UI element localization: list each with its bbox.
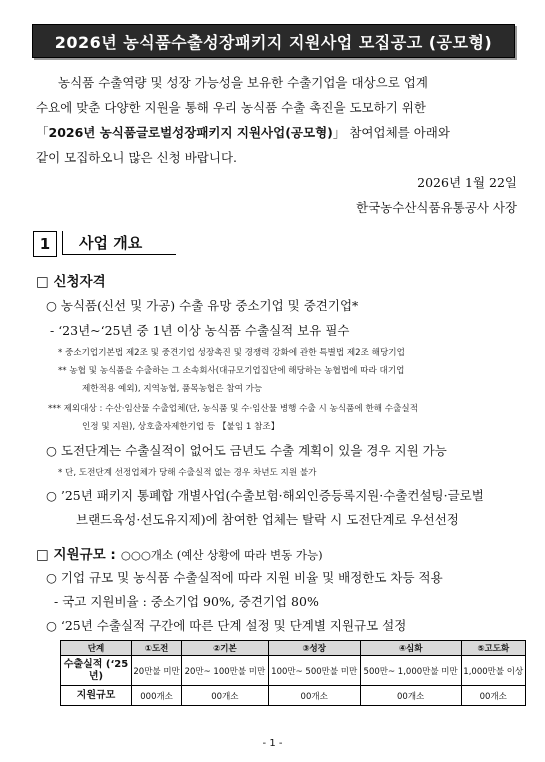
page-number: - 1 - (262, 738, 283, 749)
scale-heading: □ 지원규모 : (36, 547, 116, 563)
table-row (61, 686, 526, 706)
eligibility-item-1-sub: - ‘23년~‘25년 중 1년 이상 농식품 수출실적 보유 필수 (50, 323, 350, 338)
table-header: ①도전 (132, 641, 182, 656)
intro-line-3-rest: 」 참여업체를 아래와 (332, 125, 450, 140)
eligibility-note-1: * 중소기업기본법 제2조 및 중견기업 성장촉진 및 경쟁력 강화에 관한 특별법 제2조 해당기업 (58, 348, 405, 358)
intro-line-2: 수요에 맞춘 다양한 지원을 통해 우리 농식품 수출 촉진을 도모하기 위한 (36, 100, 426, 115)
row-label-scale: 지원규모 (61, 686, 132, 706)
table-header-row (61, 641, 526, 656)
table-header: 단계 (61, 641, 132, 656)
page-title: 2026년 농식품수출성장패키지 지원사업 모집공고 (공모형) (32, 24, 515, 58)
table-row (61, 656, 526, 686)
intro-line-4: 같이 모집하오니 많은 신청 바랍니다. (36, 150, 237, 165)
table-header: ②기본 (182, 641, 268, 656)
table-cell: 00개소 (268, 686, 360, 706)
eligibility-note-2b: 제한적용 예외), 지역농협, 품목농협은 참여 가능 (82, 384, 263, 394)
scale-item-1: ○ 기업 규모 및 농식품 수출실적에 따라 지원 비율 및 배정한도 차등 적용 (46, 570, 443, 585)
intro-line-3 (36, 120, 522, 145)
table-cell: 100만~ 500만불 미만 (268, 656, 360, 686)
program-name: 2026년 농식품글로벌성장패키지 지원사업(공모형) (48, 125, 333, 140)
table-cell: 20만~ 100만불 미만 (182, 656, 268, 686)
eligibility-item-3a: ○ ’25년 패키지 통폐합 개별사업(수출보험·해외인증등록지원·수출컨설팅·글로벌 (46, 488, 484, 503)
scale-heading-row (36, 543, 323, 563)
eligibility-item-2: ○ 도전단계는 수출실적이 없어도 금년도 수출 계획이 있을 경우 지원 가능 (46, 443, 447, 458)
table-cell: 00개소 (182, 686, 268, 706)
section-title: 사업 개요 (62, 231, 176, 255)
eligibility-note-3b: 인정 및 지원), 상호출자제한기업 등 【붙임 1 참조】 (82, 422, 280, 432)
eligibility-note-4: * 단, 도전단계 선정업체가 당해 수출실적 없는 경우 차년도 지원 불가 (58, 468, 317, 478)
scale-item-2: ○ ‘25년 수출실적 구간에 따른 단계 설정 및 단계별 지원규모 설정 (46, 618, 407, 633)
eligibility-heading: □ 신청자격 (36, 274, 106, 290)
eligibility-item-1: ○ 농식품(신선 및 가공) 수출 유망 중소기업 및 중견기업* (46, 298, 359, 313)
table-header: ⑤고도화 (461, 641, 526, 656)
table-header: ④심화 (360, 641, 461, 656)
stage-table (60, 640, 526, 706)
table-cell: 1,000만불 이상 (461, 656, 526, 686)
table-cell: 20만불 미만 (132, 656, 182, 686)
table-cell: 00개소 (360, 686, 461, 706)
scale-heading-rest: ○○○개소 (예산 상황에 따라 변동 가능) (120, 548, 323, 562)
eligibility-item-3b: 브랜드육성·선도유지제)에 참여한 업체는 탈락 시 도전단계로 우선선정 (76, 512, 459, 527)
bracket-open: 「 (36, 125, 49, 140)
intro-line-1: 농식품 수출역량 및 성장 가능성을 보유한 수출기업을 대상으로 업계 (58, 75, 428, 90)
table-cell: 00개소 (461, 686, 526, 706)
table-cell: 500만~ 1,000만불 미만 (360, 656, 461, 686)
eligibility-note-3a: *** 제외대상 : 수산·임산물 수출업체(단, 농식품 및 수·임산물 병행 수출 시 농식품에 한해 수출실적 (48, 404, 419, 414)
table-header: ③성장 (268, 641, 360, 656)
issuer: 한국농수산식품유통공사 사장 (356, 200, 517, 215)
table-cell: 000개소 (132, 686, 182, 706)
eligibility-note-2a: ** 농협 및 농식품을 수출하는 그 소속회사(대규모기업집단에 해당하는 농협법에 따라 대기업 (58, 366, 405, 376)
announcement-date: 2026년 1월 22일 (417, 175, 517, 190)
scale-item-1-sub: - 국고 지원비율 : 중소기업 90%, 중견기업 80% (54, 594, 319, 609)
section-number: 1 (33, 231, 57, 257)
row-label-export: 수출실적 (‘25년) (61, 656, 132, 686)
